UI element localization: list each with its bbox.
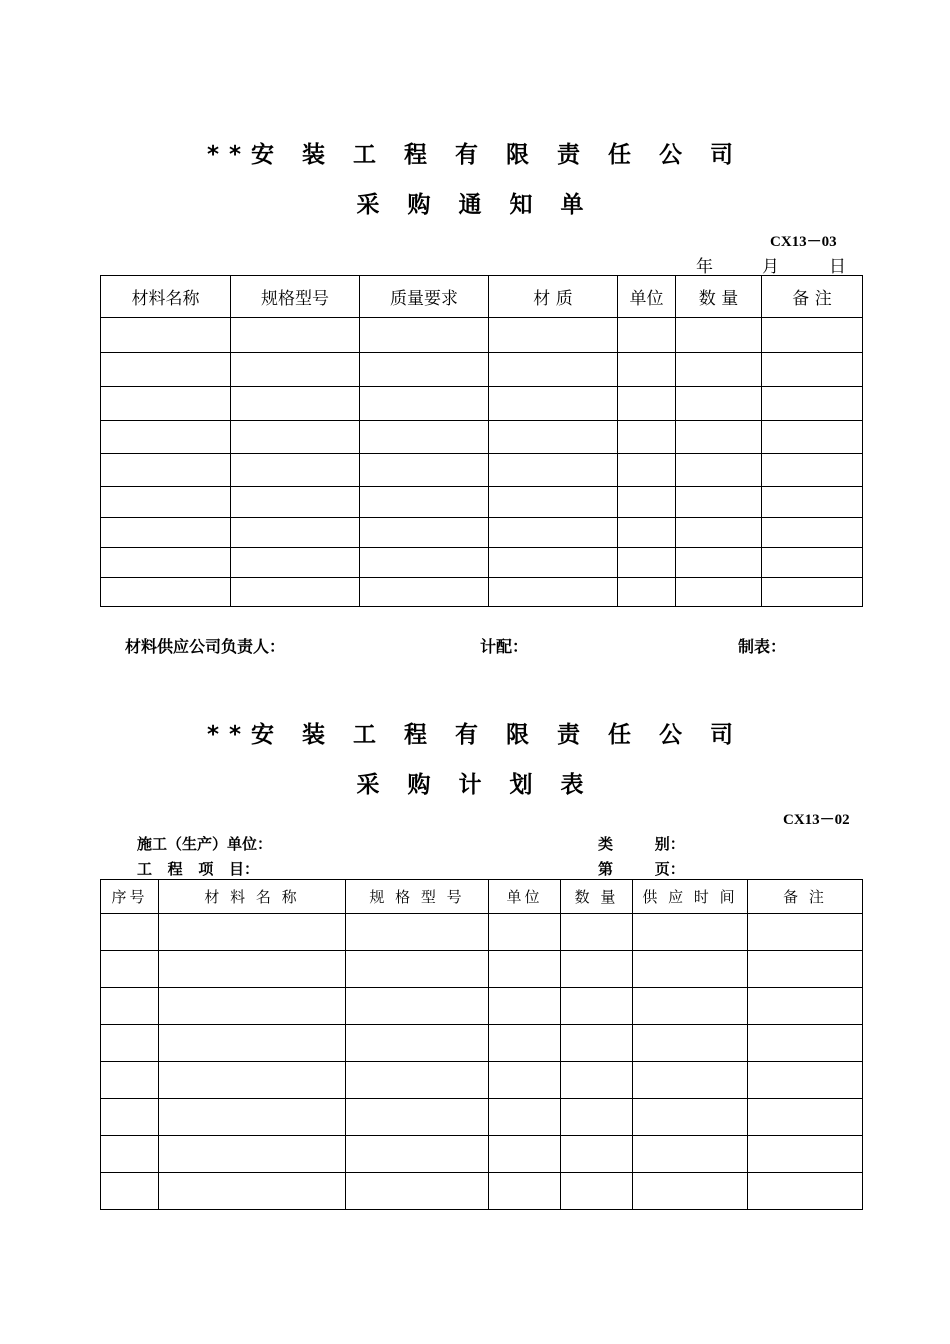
table-row	[101, 951, 863, 988]
prepared-by-label: 制表：	[738, 637, 787, 656]
planner-label: 计配：	[480, 637, 529, 656]
table-cell[interactable]	[676, 353, 762, 387]
form-code-notice: CX13－03	[770, 234, 837, 250]
table-cell[interactable]	[346, 1173, 489, 1210]
table-row	[101, 1173, 863, 1210]
table-cell[interactable]	[101, 487, 231, 518]
table-cell[interactable]	[762, 548, 863, 578]
table-cell[interactable]	[633, 914, 748, 951]
category-label: 类 别：	[598, 835, 685, 853]
table-cell[interactable]	[489, 578, 618, 607]
table-cell[interactable]	[101, 318, 231, 353]
table-cell[interactable]	[101, 1062, 159, 1099]
table-cell[interactable]	[762, 454, 863, 487]
table-cell[interactable]	[489, 421, 618, 454]
table-cell[interactable]	[676, 421, 762, 454]
table-cell[interactable]	[101, 518, 231, 548]
table-cell[interactable]	[101, 353, 231, 387]
table-cell[interactable]	[360, 353, 489, 387]
table-cell[interactable]	[489, 951, 561, 988]
table-cell[interactable]	[618, 353, 676, 387]
table-cell[interactable]	[633, 988, 748, 1025]
construction-unit-label: 施工（生产）单位：	[137, 835, 273, 853]
plan-table	[100, 879, 863, 1210]
table-cell[interactable]	[748, 1173, 863, 1210]
table-cell[interactable]	[489, 1173, 561, 1210]
table-row	[101, 353, 863, 387]
table-cell[interactable]	[748, 1099, 863, 1136]
table-cell[interactable]	[633, 1062, 748, 1099]
col-material-name: 材 料 名 称	[159, 880, 346, 914]
table-cell[interactable]	[360, 421, 489, 454]
table-cell[interactable]	[489, 387, 618, 421]
form-code-plan: CX13－02	[783, 812, 850, 828]
table-cell[interactable]	[360, 518, 489, 548]
table-cell[interactable]	[561, 1173, 633, 1210]
col-remark: 备 注	[762, 276, 863, 318]
table-cell[interactable]	[618, 387, 676, 421]
date-year-label: 年	[696, 257, 713, 277]
table-cell[interactable]	[101, 1173, 159, 1210]
plan-table-header	[101, 880, 863, 914]
table-cell[interactable]	[618, 548, 676, 578]
col-quality-req: 质量要求	[360, 276, 489, 318]
table-cell[interactable]	[159, 1136, 346, 1173]
table-cell[interactable]	[633, 1025, 748, 1062]
table-cell[interactable]	[762, 487, 863, 518]
table-cell[interactable]	[231, 387, 360, 421]
table-cell[interactable]	[748, 1062, 863, 1099]
table-cell[interactable]	[676, 578, 762, 607]
table-cell[interactable]	[561, 1099, 633, 1136]
table-cell[interactable]	[489, 548, 618, 578]
table-cell[interactable]	[101, 951, 159, 988]
col-seq: 序号	[101, 880, 159, 914]
col-material: 材 质	[489, 276, 618, 318]
table-cell[interactable]	[561, 914, 633, 951]
table-cell[interactable]	[748, 988, 863, 1025]
table-cell[interactable]	[360, 548, 489, 578]
table-cell[interactable]	[762, 421, 863, 454]
table-cell[interactable]	[101, 421, 231, 454]
table-cell[interactable]	[489, 1136, 561, 1173]
table-row	[101, 1099, 863, 1136]
table-cell[interactable]	[489, 1025, 561, 1062]
table-cell[interactable]	[231, 548, 360, 578]
table-cell[interactable]	[489, 914, 561, 951]
table-cell[interactable]	[346, 988, 489, 1025]
table-row	[101, 1136, 863, 1173]
col-unit: 单位	[489, 880, 561, 914]
table-cell[interactable]	[231, 454, 360, 487]
table-cell[interactable]	[231, 518, 360, 548]
table-cell[interactable]	[101, 988, 159, 1025]
table-cell[interactable]	[231, 487, 360, 518]
date-month-label: 月	[762, 257, 779, 277]
table-cell[interactable]	[762, 353, 863, 387]
table-cell[interactable]	[762, 318, 863, 353]
table-cell[interactable]	[489, 518, 618, 548]
table-cell[interactable]	[159, 1025, 346, 1062]
table-cell[interactable]	[346, 914, 489, 951]
table-row	[101, 914, 863, 951]
table-cell[interactable]	[159, 951, 346, 988]
table-cell[interactable]	[231, 578, 360, 607]
table-cell[interactable]	[101, 387, 231, 421]
table-cell[interactable]	[618, 518, 676, 548]
table-cell[interactable]	[360, 578, 489, 607]
col-material-name: 材料名称	[101, 276, 231, 318]
table-cell[interactable]	[618, 454, 676, 487]
table-cell[interactable]	[360, 454, 489, 487]
page-label: 第 页：	[598, 860, 685, 878]
table-row	[101, 387, 863, 421]
table-cell[interactable]	[101, 454, 231, 487]
table-cell[interactable]	[633, 951, 748, 988]
supplier-manager-label: 材料供应公司负责人：	[125, 637, 286, 656]
table-cell[interactable]	[618, 421, 676, 454]
table-cell[interactable]	[676, 487, 762, 518]
table-cell[interactable]	[346, 1136, 489, 1173]
table-cell[interactable]	[346, 1062, 489, 1099]
table-cell[interactable]	[360, 387, 489, 421]
form-title-notice: 采 购 通 知 单	[356, 192, 594, 218]
table-cell[interactable]	[231, 318, 360, 353]
table-row	[101, 1025, 863, 1062]
col-remark: 备 注	[748, 880, 863, 914]
col-unit: 单位	[618, 276, 676, 318]
table-cell[interactable]	[633, 1099, 748, 1136]
table-cell[interactable]	[676, 518, 762, 548]
table-row	[101, 421, 863, 454]
table-cell[interactable]	[676, 454, 762, 487]
table-row	[101, 578, 863, 607]
table-row	[101, 1062, 863, 1099]
table-cell[interactable]	[159, 988, 346, 1025]
table-cell[interactable]	[561, 988, 633, 1025]
table-cell[interactable]	[748, 1025, 863, 1062]
table-cell[interactable]	[676, 387, 762, 421]
col-spec-model: 规格型号	[231, 276, 360, 318]
form-title-plan: 采 购 计 划 表	[356, 772, 594, 798]
table-cell[interactable]	[489, 1099, 561, 1136]
notice-table	[100, 275, 863, 607]
table-cell[interactable]	[231, 353, 360, 387]
table-cell[interactable]	[346, 1099, 489, 1136]
project-label: 工 程 项 目：	[137, 860, 260, 878]
col-spec-model: 规 格 型 号	[346, 880, 489, 914]
col-quantity: 数 量	[676, 276, 762, 318]
table-cell[interactable]	[633, 1136, 748, 1173]
table-cell[interactable]	[561, 951, 633, 988]
table-cell[interactable]	[159, 1173, 346, 1210]
table-cell[interactable]	[346, 1025, 489, 1062]
table-cell[interactable]	[748, 914, 863, 951]
company-name-2: **安 装 工 程 有 限 责 任 公 司	[206, 722, 744, 748]
table-row	[101, 548, 863, 578]
table-cell[interactable]	[360, 318, 489, 353]
table-cell[interactable]	[633, 1173, 748, 1210]
table-cell[interactable]	[561, 1062, 633, 1099]
table-cell[interactable]	[618, 578, 676, 607]
table-cell[interactable]	[489, 1062, 561, 1099]
table-cell[interactable]	[101, 578, 231, 607]
table-cell[interactable]	[561, 1025, 633, 1062]
table-cell[interactable]	[762, 578, 863, 607]
table-cell[interactable]	[676, 318, 762, 353]
table-cell[interactable]	[489, 454, 618, 487]
table-cell[interactable]	[231, 421, 360, 454]
col-supply-time: 供 应 时 间	[633, 880, 748, 914]
table-cell[interactable]	[489, 487, 618, 518]
table-cell[interactable]	[101, 1099, 159, 1136]
table-cell[interactable]	[762, 387, 863, 421]
table-cell[interactable]	[676, 548, 762, 578]
table-cell[interactable]	[748, 1136, 863, 1173]
table-cell[interactable]	[101, 1136, 159, 1173]
table-cell[interactable]	[101, 548, 231, 578]
table-cell[interactable]	[489, 353, 618, 387]
table-row	[101, 318, 863, 353]
table-cell[interactable]	[748, 951, 863, 988]
table-cell[interactable]	[360, 487, 489, 518]
table-row	[101, 518, 863, 548]
table-cell[interactable]	[346, 951, 489, 988]
table-cell[interactable]	[101, 1025, 159, 1062]
table-cell[interactable]	[618, 487, 676, 518]
date-day-label: 日	[829, 257, 846, 277]
table-row	[101, 487, 863, 518]
table-row	[101, 988, 863, 1025]
table-cell[interactable]	[489, 318, 618, 353]
table-cell[interactable]	[762, 518, 863, 548]
table-cell[interactable]	[159, 1062, 346, 1099]
table-cell[interactable]	[101, 914, 159, 951]
table-row	[101, 454, 863, 487]
table-cell[interactable]	[159, 1099, 346, 1136]
table-cell[interactable]	[159, 914, 346, 951]
notice-table-header	[101, 276, 863, 318]
table-cell[interactable]	[618, 318, 676, 353]
col-quantity: 数 量	[561, 880, 633, 914]
company-name-1: **安 装 工 程 有 限 责 任 公 司	[206, 142, 744, 168]
table-cell[interactable]	[489, 988, 561, 1025]
table-cell[interactable]	[561, 1136, 633, 1173]
